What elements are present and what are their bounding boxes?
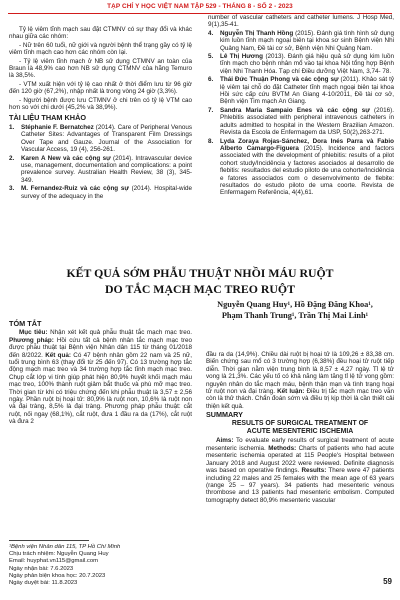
footnotes xyxy=(9,544,194,587)
paragraph: - VTM xuất hiện với tỷ lệ cao nhất ở thời điểm lưu từ 96 giờ đến 120 giờ (67,2%), nhập nhất là trong vòng 24 giờ (3,3%). xyxy=(9,80,192,96)
summary-body xyxy=(206,437,394,504)
reference-number: 1. xyxy=(9,123,15,131)
label-results: Results: xyxy=(301,467,327,475)
summary-heading: SUMMARY xyxy=(206,410,243,420)
reference-author: Lê Thị Hương xyxy=(220,53,263,61)
summary-title-line: RESULTS OF SURGICAL TREATMENT OF xyxy=(231,419,369,427)
reference-author: Nguyễn Thị Thanh Hồng xyxy=(220,29,294,37)
article-title-line: DO TẮC MẠCH MẠC TREO RUỘT xyxy=(105,281,295,296)
page-number: 59 xyxy=(383,577,392,586)
footnote-received: Ngày nhận bài: 7.6.2023 xyxy=(9,565,74,572)
paragraph: - Tỷ lệ viêm tĩnh mạch ở NB sử dụng CTMNV an toàn của Braun là 48,9% cao hơn NB sử dụng CTMNV của hãng Temuro là 38,5%. xyxy=(9,57,192,80)
left-column-top xyxy=(9,26,192,201)
reference-text: (2011). Khảo sát tỷ lệ viêm tại chỗ do đặt Catheter tĩnh mạch ngoại biên tại khoa Hồi sức cấp cứu BVTM An Giang 4-10/2011, Đề tài cơ sở, Bệnh viện Tim mạch An Giang. xyxy=(220,76,394,106)
text-methods: Charts of patients who had acute mesenteric ischemia operated at 115 People's Hospital between January 2018 and August 2022 were reviewed. Definite diagnosis was based on operative findings. xyxy=(206,444,394,475)
reference-number: 5. xyxy=(208,53,214,61)
reference-number: 2. xyxy=(9,154,15,162)
paragraph: - Người bệnh được lưu CTMNV ở chi trên có tỷ lệ VTM cao hơn so với chi dưới (45,2% và 38,9%). xyxy=(9,96,192,112)
reference-number: 6. xyxy=(208,76,214,84)
reference-item xyxy=(9,124,192,154)
right-column-top xyxy=(208,14,394,198)
reference-item xyxy=(208,138,394,197)
reference-text: (2014). Intravascular device use, management, documentation and complications: a point prevalence survey. Australian Health Review, 38 (3), 345-349. xyxy=(21,154,192,184)
reference-list xyxy=(208,30,394,197)
summary-title xyxy=(206,420,394,437)
label-aims: Aims: xyxy=(216,437,234,445)
reference-author: Lyda Zoraya Rojas-Sánchez, Dora Inés Parra và Fabio Alberto Camargo-Figuera xyxy=(220,137,394,152)
reference-text: (2013). Đánh giá hiệu quả sử dụng kim luồn tĩnh mạch cho bệnh nhân mổ vào tại khoa Nội tổng hợp Bệnh viện Nhi Thanh Hóa. Tạp chí Điều dưỡng Việt Nam, 3,74- 78. xyxy=(220,53,394,75)
reference-item xyxy=(9,155,192,185)
summary-title-line: ACUTE MESENTERIC ISCHEMIA xyxy=(246,428,354,436)
article-title-line: KẾT QUẢ SỚM PHẪU THUẬT NHỒI MÁU RUỘT xyxy=(66,266,334,280)
reference-text: (2015). Đánh giá tình hình sử dụng kim luồn tĩnh mạch ngoại biên tại khoa sơ sinh Bệnh viện Nhi Quảng Nam, Đề tài cơ sở, Bệnh viện Nhi Quảng Nam. xyxy=(220,29,394,52)
text-aims: To evaluate early results of surgical treatment of acute mesenteric ischemia. xyxy=(206,437,394,452)
right-column-bottom xyxy=(206,351,394,505)
abstract-heading: TÓM TẮT xyxy=(9,319,42,328)
abstract-body xyxy=(9,329,192,425)
text-conclusion: Điều trị tắc mạch mạc treo vẫn còn là thử thách. Chẩn đoán sớm và điều trị kịp thời là cần thiết cải thiện kết quả. xyxy=(206,388,394,410)
footnote-accepted: Ngày duyệt bài: 11.8.2023 xyxy=(9,580,78,587)
paragraph: - Nữ trên 60 tuổi, nữ giới và người bệnh thể trạng gầy có tỷ lệ viêm tĩnh mạch cao hơn các nhóm còn lại. xyxy=(9,41,192,57)
reference-text: (2016). Phlebitis associated with peripheral intravenous catheters in adults admitted to hospital in the Western Brazilian Amazon. Revista da Escola de Enfermagem da USP, 50(2),263-271. xyxy=(220,106,395,137)
abstract-continuation xyxy=(206,351,394,410)
reference-author: Karen A New và các cộng sự xyxy=(21,154,111,162)
article-title xyxy=(20,266,380,297)
footnote-email: Email: huyphat.vn115@gmail.com xyxy=(9,558,99,565)
label-method: Phương pháp: xyxy=(9,336,54,344)
author-line: Nguyễn Quang Huy¹, Hồ Đặng Đăng Khoa¹, xyxy=(217,300,373,309)
reference-item xyxy=(9,185,192,200)
reference-item xyxy=(208,76,394,106)
footnote-rule xyxy=(9,540,89,541)
journal-header: TẠP CHÍ Y HỌC VIỆT NAM TẬP 529 - THÁNG 8 - SỐ 2 - 2023 xyxy=(107,3,293,10)
reference-text: (2015). Incidence and factors associated with the development of phlebitis: results of a pilot cohort study/Incidência y factores asociados al desarrollo de flebitis: resultados del estudio piloto de una cohorte/Incidência e fatores associados com o desenvolvimento de flebite: resultados do estudo piloto de uma coorte. Revista de Enfermagem Referência, 4(4),61. xyxy=(220,144,394,197)
reference-author: M. Fernandez-Ruiz và các cộng sự xyxy=(21,185,129,193)
reference-author: Stéphanie F. Bernatchez xyxy=(21,123,94,131)
reference-number: 3. xyxy=(9,185,15,193)
label-methods: Methods: xyxy=(268,444,297,452)
references-heading: TÀI LIỆU THAM KHẢO xyxy=(9,113,87,123)
reference-author: Sandra Maria Sampaio Enes và các cộng sự xyxy=(220,106,370,114)
reference-text: (2014). Care of Peripheral Venous Catheter Sites: Advantages of Transparent Film Dressings Over Tape and Gauze. Journal of the Association for Vascular Access, 19 (4), 256-261. xyxy=(21,123,192,154)
reference-continuation: number of vascular catheters and catheter lumens. J Hosp Med, 9(1),35-41. xyxy=(208,14,394,29)
text-continuation: đầu ra da (14,9%). Chiều dài ruột bị hoại tử là 109,26 ± 83,38 cm. Biến chứng sau mổ có 3 trường hợp (6,38%) đều hoại tử ruột tiếp diễn. Thời gian nằm viện trung bình là 8,57 ± 4,27 ngày. Tỉ lệ tử vong là 21,3%. Các yếu tố có khả năng làm tăng tỉ lệ tử vong gồm: nguyên nhân do tắc mạch máu, bệnh thận mạn và tình trạng hoại tử ruột non và đại tràng. xyxy=(206,351,394,396)
reference-author: Thái Đức Thuận Phong và các cộng sự xyxy=(220,76,339,84)
author-list xyxy=(196,300,394,322)
label-conclusion: Kết luận: xyxy=(277,388,305,396)
reference-item xyxy=(208,53,394,75)
paragraph: Tỷ lệ viêm tĩnh mạch sau đặt CTMNV có sự thay đổi và khác nhau giữa các nhóm: xyxy=(9,26,192,41)
footnote-reviewed: Ngày phản biện khoa học: 20.7.2023 xyxy=(9,572,106,579)
label-aim: Mục tiêu: xyxy=(19,329,48,337)
reference-item xyxy=(208,30,394,52)
author-line: Phạm Thanh Trung¹, Trần Thị Mai Linh¹ xyxy=(221,310,369,320)
label-result: Kết quả: xyxy=(45,351,71,359)
reference-list xyxy=(9,124,192,200)
reference-number: 8. xyxy=(208,137,214,145)
reference-text: (2014). Hospital-wide survey of the adequacy in the xyxy=(21,185,192,200)
text-aim: Nhận xét kết quả phẫu thuật tắc mạch mạc treo. xyxy=(47,329,192,337)
abstract-vi xyxy=(9,320,192,427)
text-method: Hồi cứu tất cả bệnh nhân tắc mạch mạc treo được phẫu thuật tại Bệnh viện Nhân dân 115 từ tháng 01/2018 đến 8/2022. xyxy=(9,336,192,359)
reference-number: 4. xyxy=(208,29,214,37)
reference-number: 7. xyxy=(208,106,214,114)
footnote-affiliation: ¹Bệnh viện Nhân dân 115, TP Hồ Chí Minh xyxy=(9,544,121,550)
footnote-responsible: Chịu trách nhiệm: Nguyễn Quang Huy xyxy=(9,551,109,558)
text-results: There were 47 patients including 22 males and 25 females with the mean age of 63 years (range 25 – 97 years). 34 patients had mesenteric venous thrombose and 13 patients had mesenteric embolism. Computed tomography detect 80,9% mesenteric vascular xyxy=(206,467,395,504)
reference-item xyxy=(208,107,394,137)
text-result: Có 47 bệnh nhân gồm 22 nam và 25 nữ, tuổi trung bình 63 (thay đổi từ 25 đến 97). Có 13 trường hợp tắc động mạch mạc treo và 34 trường hợp tắc tĩnh mạch mạc treo. Chụp cắt lớp vi tính giúp phát hiện 80,9% huyết khối mạch máu mạc treo, 100% thành ruột giảm bắt thuốc và phù mỡ mạc treo. Thời gian từ khi có triệu chứng đến khi phẫu thuật là 3,57 ± 2,56 ngày. Phần ruột bị hoại tử: 80,9% là ruột non, 10,6% là ruột non và đại tràng, 8,5% là đại tràng. Phương pháp phẫu thuật: cắt ruột, nối ngay (68,1%), cắt ruột, đưa 1 đầu ra da (17%), cắt ruột và đưa 2 xyxy=(9,351,192,426)
